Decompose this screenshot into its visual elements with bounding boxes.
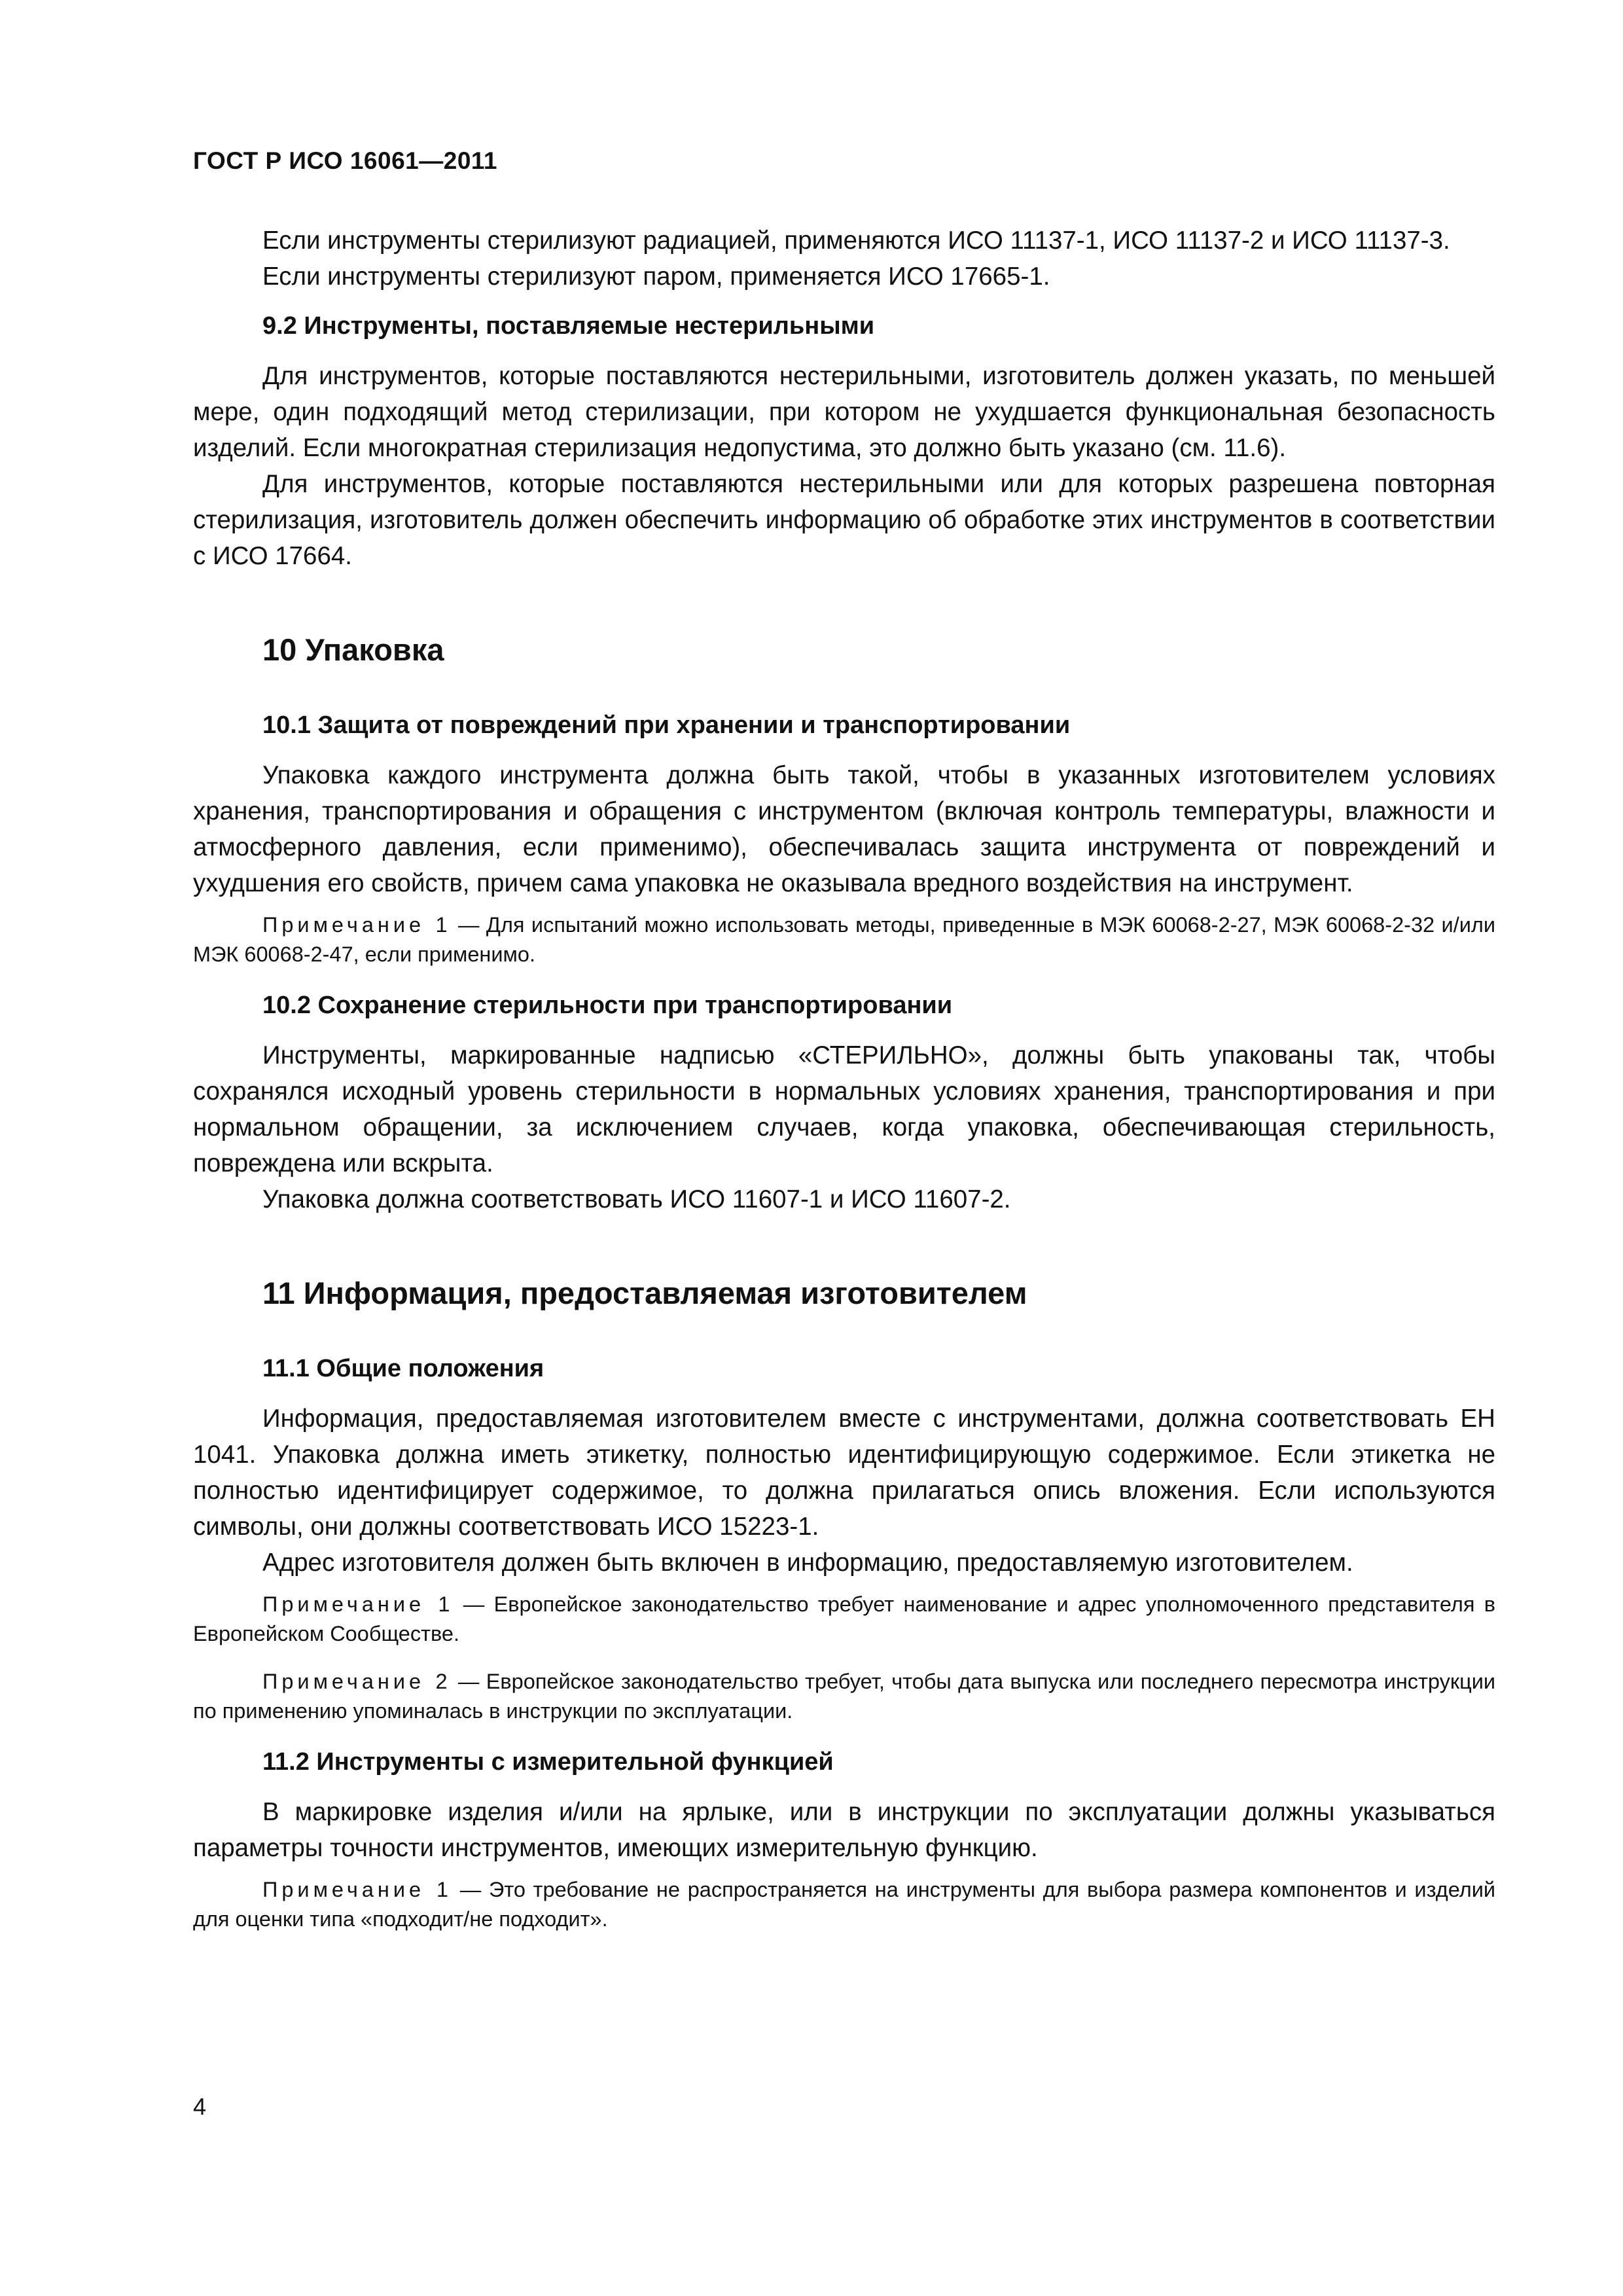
note-label: Примечание 1	[262, 913, 452, 937]
section-heading: 10 Упаковка	[262, 632, 444, 667]
note	[193, 1875, 1495, 1934]
page-number: 4	[193, 2093, 207, 2120]
paragraph: Инструменты, маркированные надписью «СТЕРИЛЬНО», должны быть упакованы так, чтобы сохранялся исходный уровень стерильности в нормальных условиях хранения, транспортирования и при нормальном обращении, за исключением случаев, когда упаковка, обеспечивающая стерильность, повреждена или вскрыта.	[193, 1041, 1495, 1177]
note-text: — Это требование не распространяется на инструменты для выбора размера компонентов и изделий для оценки типа «подходит/не подходит».	[193, 1878, 1496, 1931]
paragraph: В маркировке изделия и/или на ярлыке, или в инструкции по эксплуатации должны указываться параметры точности инструментов, имеющих измерительную функцию.	[193, 1798, 1495, 1862]
paragraph: Если инструменты стерилизуют радиацией, применяются ИСО 11137-1, ИСО 11137-2 и ИСО 11137-3.	[262, 226, 1450, 255]
paragraph: Адрес изготовителя должен быть включен в информацию, предоставляемую изготовителем.	[262, 1549, 1353, 1577]
note	[193, 1667, 1495, 1726]
subsection-heading: 11.1 Общие положения	[262, 1355, 544, 1382]
note-text: — Для испытаний можно использовать методы, приведенные в МЭК 60068-2-27, МЭК 60068-2-32 и/или МЭК 60068-2-47, если применимо.	[193, 913, 1495, 966]
paragraph: Если инструменты стерилизуют паром, применяется ИСО 17665-1.	[262, 262, 1050, 291]
paragraph: Для инструментов, которые поставляются нестерильными или для которых разрешена повторная стерилизация, изготовитель должен обеспечить информацию об обработке этих инструментов в соответствии с ИСО 17664.	[193, 470, 1495, 570]
note	[193, 1590, 1495, 1649]
paragraph: Упаковка каждого инструмента должна быть такой, чтобы в указанных изготовителем условиях хранения, транспортирования и обращения с инструментом (включая контроль температуры, влажности и атмосферного давления, если применимо), обеспечивалась защита инструмента от повреждений и ухудшения его свойств, причем сама упаковка не оказывала вредного воздействия на инструмент.	[193, 761, 1495, 897]
document-body	[193, 223, 1495, 1934]
note-text: — Европейское законодательство требует наименование и адрес уполномоченного представителя в Европейском Сообществе.	[193, 1592, 1495, 1645]
paragraph: Информация, предоставляемая изготовителем вместе с инструментами, должна соответствовать ЕН 1041. Упаковка должна иметь этикетку, полностью идентифицирующую содержимое. Если этикетка не полностью идентифицирует содержимое, то должна прилагаться опись вложения. Если используются символы, они должны соответствовать ИСО 15223-1.	[193, 1405, 1495, 1541]
subsection-heading: 10.2 Сохранение стерильности при транспортировании	[262, 992, 953, 1019]
note-label: Примечание 1	[262, 1592, 454, 1616]
subsection-heading: 9.2 Инструменты, поставляемые нестерильными	[262, 312, 875, 340]
subsection-heading: 11.2 Инструменты с измерительной функцией	[262, 1748, 834, 1776]
paragraph: Упаковка должна соответствовать ИСО 11607-1 и ИСО 11607-2.	[262, 1185, 1011, 1213]
note-label: Примечание 1	[262, 1878, 452, 1901]
paragraph: Для инструментов, которые поставляются нестерильными, изготовитель должен указать, по меньшей мере, один подходящий метод стерилизации, при котором не ухудшается функциональная безопасность изделий. Если многократная стерилизация недопустима, это должно быть указано (см. 11.6).	[193, 362, 1495, 462]
note-label: Примечание 2	[262, 1670, 452, 1693]
note	[193, 910, 1495, 969]
note-text: — Европейское законодательство требует, чтобы дата выпуска или последнего пересмотра инструкции по применению упоминалась в инструкции по эксплуатации.	[193, 1670, 1496, 1723]
subsection-heading: 10.1 Защита от повреждений при хранении и транспортировании	[262, 711, 1071, 739]
document-header: ГОСТ Р ИСО 16061—2011	[193, 147, 498, 174]
section-heading: 11 Информация, предоставляемая изготовителем	[262, 1276, 1027, 1310]
